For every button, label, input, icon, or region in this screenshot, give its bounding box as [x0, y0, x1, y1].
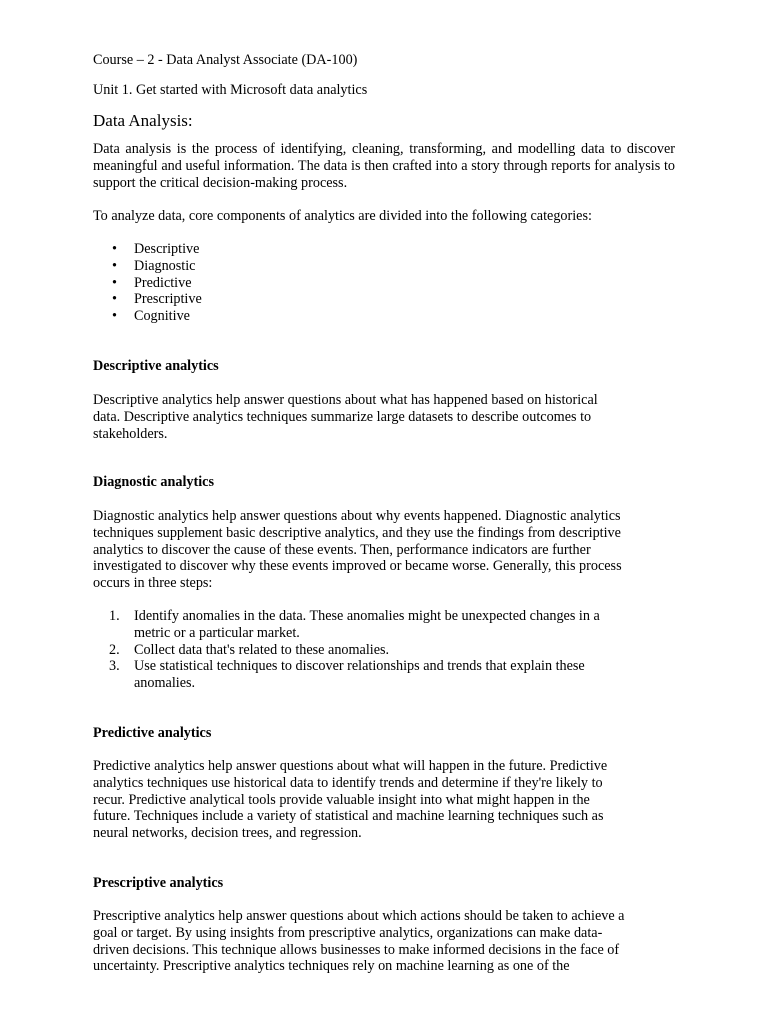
diagnostic-paragraph — [93, 508, 675, 592]
course-title: Course – 2 - Data Analyst Associate (DA-100) — [93, 52, 358, 68]
text-line: stakeholders. — [93, 425, 168, 442]
text-line: goal or target. By using insights from prescriptive analytics, organizations can make data- — [93, 924, 603, 941]
categories-intro: To analyze data, core components of analytics are divided into the following categories: — [93, 208, 592, 224]
list-item — [93, 608, 675, 642]
predictive-heading: Predictive analytics — [93, 725, 212, 741]
diagnostic-steps-list — [93, 608, 675, 692]
prescriptive-paragraph — [93, 908, 675, 975]
list-item: • Descriptive — [93, 241, 202, 258]
list-item: • Prescriptive — [93, 291, 202, 308]
text-line: Use statistical techniques to discover relationships and trends that explain these — [134, 658, 585, 675]
text-line: recur. Predictive analytical tools provide valuable insight into what might happen in the — [93, 791, 590, 808]
intro-paragraph: Data analysis is the process of identifying, cleaning, transforming, and modelling data to discover meaningful and useful information. The data is then crafted into a story through reports for analysis to support the critical decision-making process. — [93, 141, 675, 191]
descriptive-paragraph — [93, 392, 675, 442]
step-number: 3. — [109, 658, 120, 675]
prescriptive-heading: Prescriptive analytics — [93, 875, 224, 891]
text-line: future. Techniques include a variety of statistical and machine learning techniques such as — [93, 808, 604, 825]
text-line: Identify anomalies in the data. These anomalies might be unexpected changes in a — [134, 608, 600, 624]
text-line: neural networks, decision trees, and regression. — [93, 825, 362, 842]
text-line: data. Descriptive analytics techniques summarize large datasets to describe outcomes to — [93, 408, 592, 425]
list-item: • Predictive — [93, 275, 202, 292]
text-line: uncertainty. Prescriptive analytics techniques rely on machine learning as one of the — [93, 958, 570, 975]
list-item: • Cognitive — [93, 308, 202, 325]
text-line: analytics techniques use historical data to identify trends and determine if they're likely to — [93, 774, 603, 791]
predictive-paragraph — [93, 758, 675, 842]
text-line: Descriptive analytics help answer questions about what has happened based on historical — [93, 392, 598, 408]
text-line: investigated to discover why these events improved or became worse. Generally, this process — [93, 558, 622, 575]
descriptive-heading: Descriptive analytics — [93, 358, 219, 374]
text-line: Prescriptive analytics help answer questions about which actions should be taken to achieve a — [93, 908, 625, 924]
text-line: anomalies. — [134, 675, 196, 692]
categories-list — [93, 241, 202, 325]
section-title: Data Analysis: — [93, 111, 193, 130]
text-line: techniques supplement basic descriptive analytics, and they use the findings from descriptive — [93, 524, 621, 541]
step-number: 2. — [109, 641, 120, 658]
text-line: Predictive analytics help answer questions about what will happen in the future. Predictive — [93, 758, 608, 774]
diagnostic-heading: Diagnostic analytics — [93, 474, 214, 490]
text-line: Collect data that's related to these anomalies. — [134, 641, 390, 658]
list-item — [93, 658, 675, 692]
text-line: occurs in three steps: — [93, 575, 213, 592]
list-item: • Diagnostic — [93, 258, 202, 275]
text-line: driven decisions. This technique allows businesses to make informed decisions in the face of — [93, 941, 620, 958]
text-line: metric or a particular market. — [134, 624, 300, 641]
step-number: 1. — [109, 608, 120, 624]
unit-title: Unit 1. Get started with Microsoft data analytics — [93, 82, 368, 98]
text-line: Diagnostic analytics help answer questions about why events happened. Diagnostic analytics — [93, 508, 621, 524]
text-line: analytics to discover the cause of these events. Then, performance indicators are further — [93, 541, 591, 558]
list-item — [93, 642, 675, 659]
